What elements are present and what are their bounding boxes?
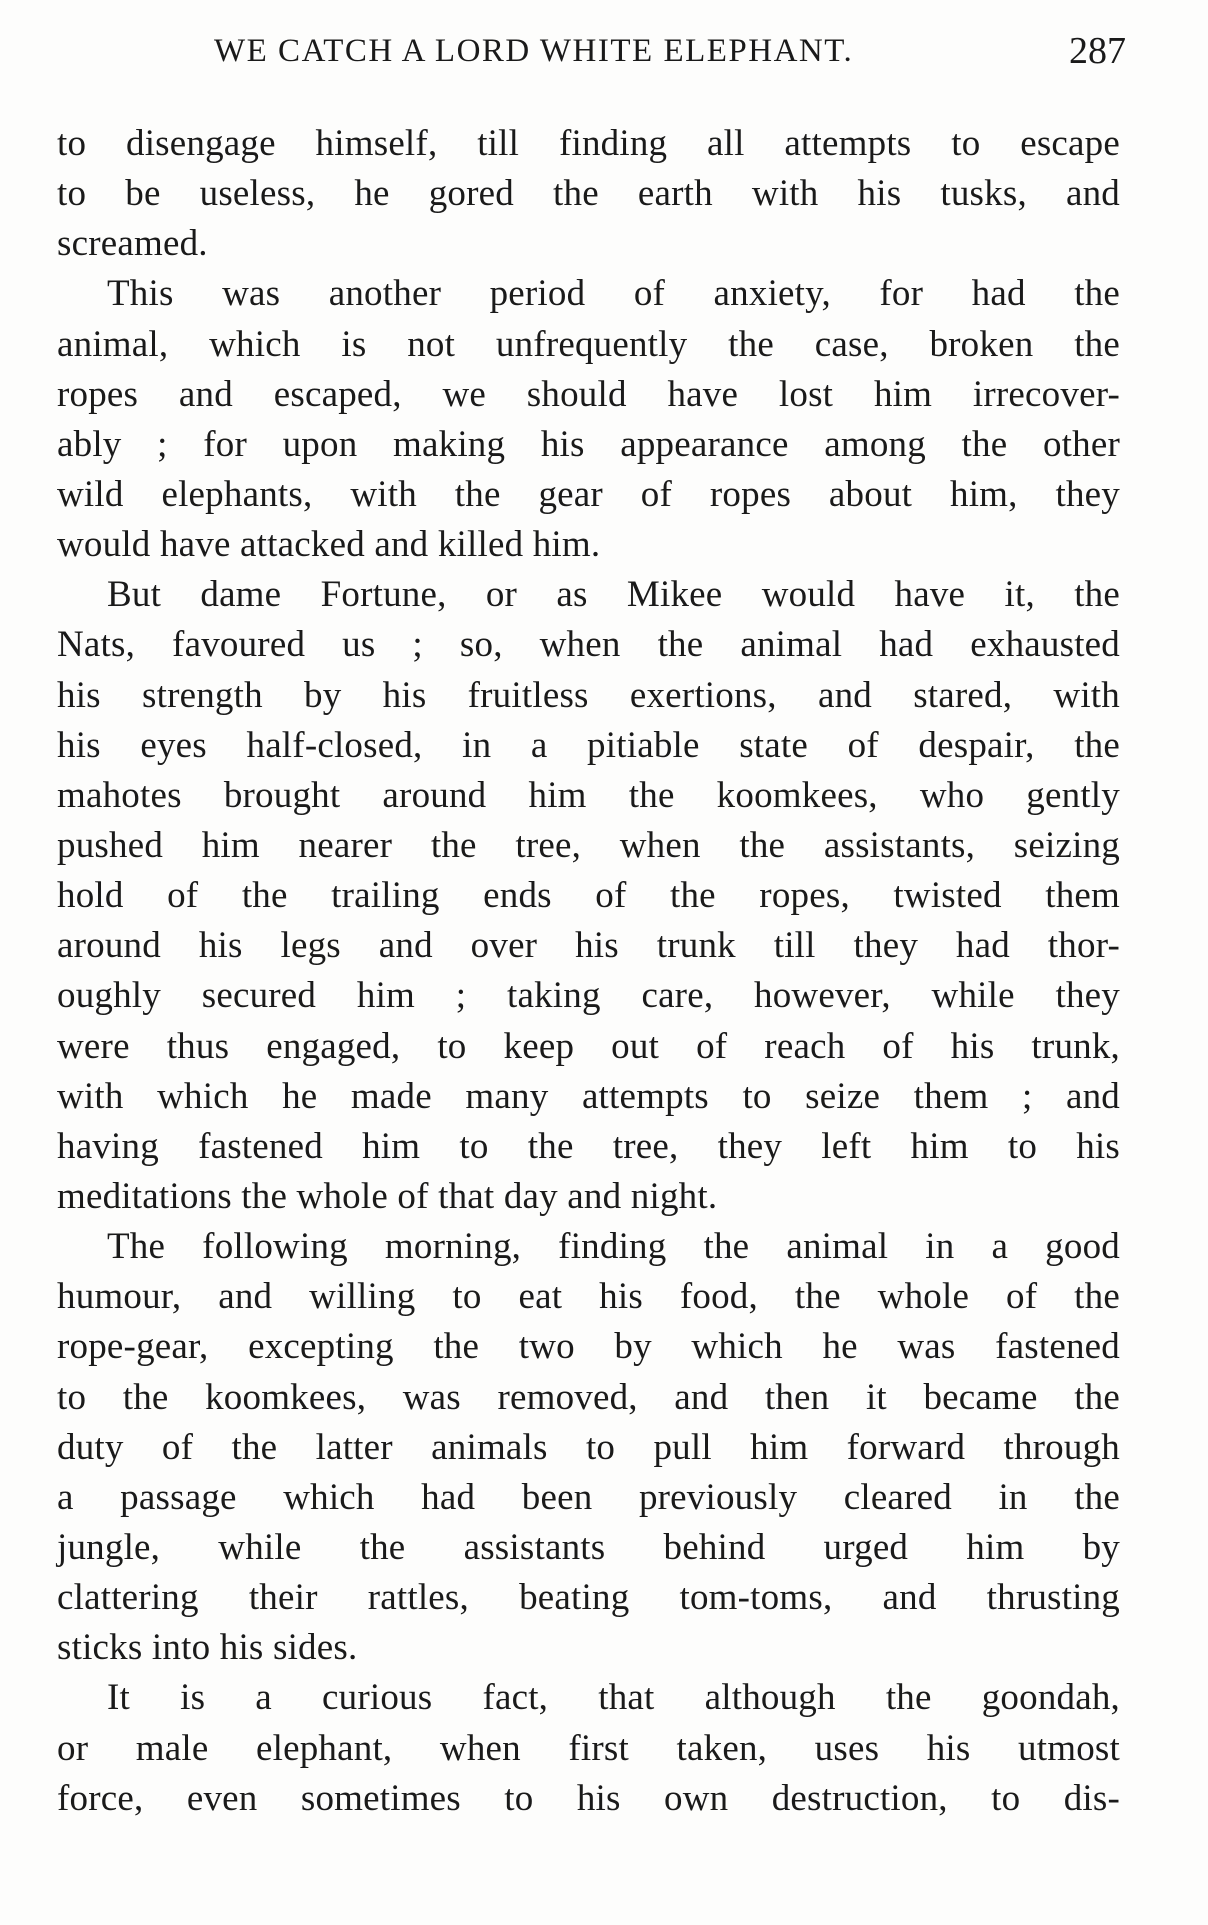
- text-line: force, even sometimes to his own destruction, to dis-: [57, 1777, 1120, 1819]
- text-line: with which he made many attempts to seize them ; and: [57, 1075, 1120, 1117]
- text-line: sticks into his sides.: [57, 1627, 358, 1669]
- text-line: duty of the latter animals to pull him forward through: [57, 1426, 1120, 1468]
- text-line: to be useless, he gored the earth with his tusks, and: [57, 173, 1120, 215]
- text-line: ably ; for upon making his appearance among the other: [57, 423, 1120, 465]
- body-text: [57, 119, 1120, 1824]
- text-line: rope-gear, excepting the two by which he was fastened: [57, 1326, 1120, 1368]
- text-line: having fastened him to the tree, they left him to his: [57, 1125, 1120, 1167]
- text-line: meditations the whole of that day and night.: [57, 1175, 718, 1217]
- text-line: would have attacked and killed him.: [57, 524, 601, 566]
- text-line: humour, and willing to eat his food, the whole of the: [57, 1276, 1120, 1318]
- text-line: around his legs and over his trunk till they had thor-: [57, 925, 1120, 967]
- text-line: his eyes half-closed, in a pitiable state of despair, the: [57, 724, 1120, 766]
- text-line: to disengage himself, till finding all attempts to escape: [57, 123, 1120, 164]
- running-head: [210, 26, 1130, 76]
- text-line: Nats, favoured us ; so, when the animal had exhausted: [57, 624, 1120, 666]
- text-line: a passage which had been previously cleared in the: [57, 1476, 1120, 1518]
- text-line: The following morning, finding the animal in a good: [107, 1226, 1120, 1268]
- text-line: or male elephant, when first taken, uses his utmost: [57, 1727, 1120, 1769]
- text-line: were thus engaged, to keep out of reach of his trunk,: [57, 1025, 1120, 1067]
- text-line: hold of the trailing ends of the ropes, twisted them: [57, 875, 1120, 917]
- text-line: But dame Fortune, or as Mikee would have it, the: [107, 574, 1120, 616]
- text-line: his strength by his fruitless exertions, and stared, with: [57, 674, 1120, 716]
- page-number: 287: [1069, 30, 1126, 72]
- text-line: screamed.: [57, 223, 208, 265]
- text-line: animal, which is not unfrequently the case, broken the: [57, 323, 1120, 365]
- text-line: clattering their rattles, beating tom-toms, and thrusting: [57, 1577, 1120, 1619]
- text-line: mahotes brought around him the koomkees, who gently: [57, 774, 1120, 816]
- text-line: wild elephants, with the gear of ropes about him, they: [57, 473, 1120, 515]
- text-line: This was another period of anxiety, for had the: [107, 273, 1120, 315]
- text-line: jungle, while the assistants behind urged him by: [57, 1526, 1120, 1568]
- text-line: to the koomkees, was removed, and then it became the: [57, 1376, 1120, 1418]
- text-line: oughly secured him ; taking care, however, while they: [57, 975, 1120, 1017]
- text-line: ropes and escaped, we should have lost him irrecover-: [57, 373, 1120, 415]
- text-line: pushed him nearer the tree, when the assistants, seizing: [57, 824, 1120, 866]
- text-line: It is a curious fact, that although the goondah,: [107, 1677, 1120, 1719]
- running-title: WE CATCH A LORD WHITE ELEPHANT.: [214, 33, 854, 69]
